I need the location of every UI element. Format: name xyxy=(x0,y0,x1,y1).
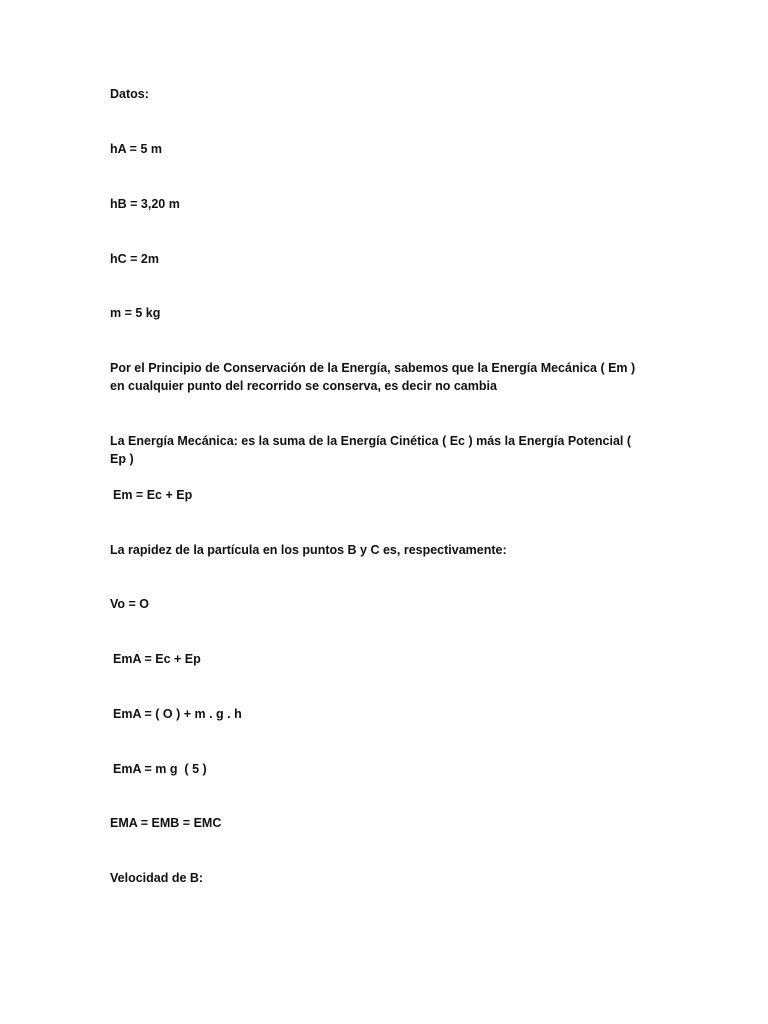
height-b-line: hB = 3,20 m xyxy=(110,197,180,211)
energy-equation: Em = Ec + Ep xyxy=(113,488,193,502)
height-a-line: hA = 5 m xyxy=(110,142,162,156)
mechanical-energy-definition: La Energía Mecánica: es la suma de la Energía Cinética ( Ec ) más la Energía Potencial ( Ep ) xyxy=(110,434,635,466)
energy-a-substituted: EmA = m g ( 5 ) xyxy=(113,762,207,776)
velocity-b-heading: Velocidad de B: xyxy=(110,871,204,885)
initial-velocity-line: Vo = O xyxy=(110,597,150,611)
speed-question: La rapidez de la partícula en los puntos B y C es, respectivamente: xyxy=(110,543,507,557)
energy-a-expanded: EmA = ( O ) + m . g . h xyxy=(113,707,242,721)
mass-line: m = 5 kg xyxy=(110,306,161,320)
energy-equality-line: EMA = EMB = EMC xyxy=(110,816,222,830)
conservation-paragraph: Por el Principio de Conservación de la Energía, sabemos que la Energía Mecánica ( Em ) en cualquier punto del recorrido se conserva, es decir no cambia xyxy=(110,361,639,393)
energy-a-equation: EmA = Ec + Ep xyxy=(113,652,201,666)
height-c-line: hC = 2m xyxy=(110,252,159,266)
data-heading: Datos: xyxy=(110,87,149,101)
